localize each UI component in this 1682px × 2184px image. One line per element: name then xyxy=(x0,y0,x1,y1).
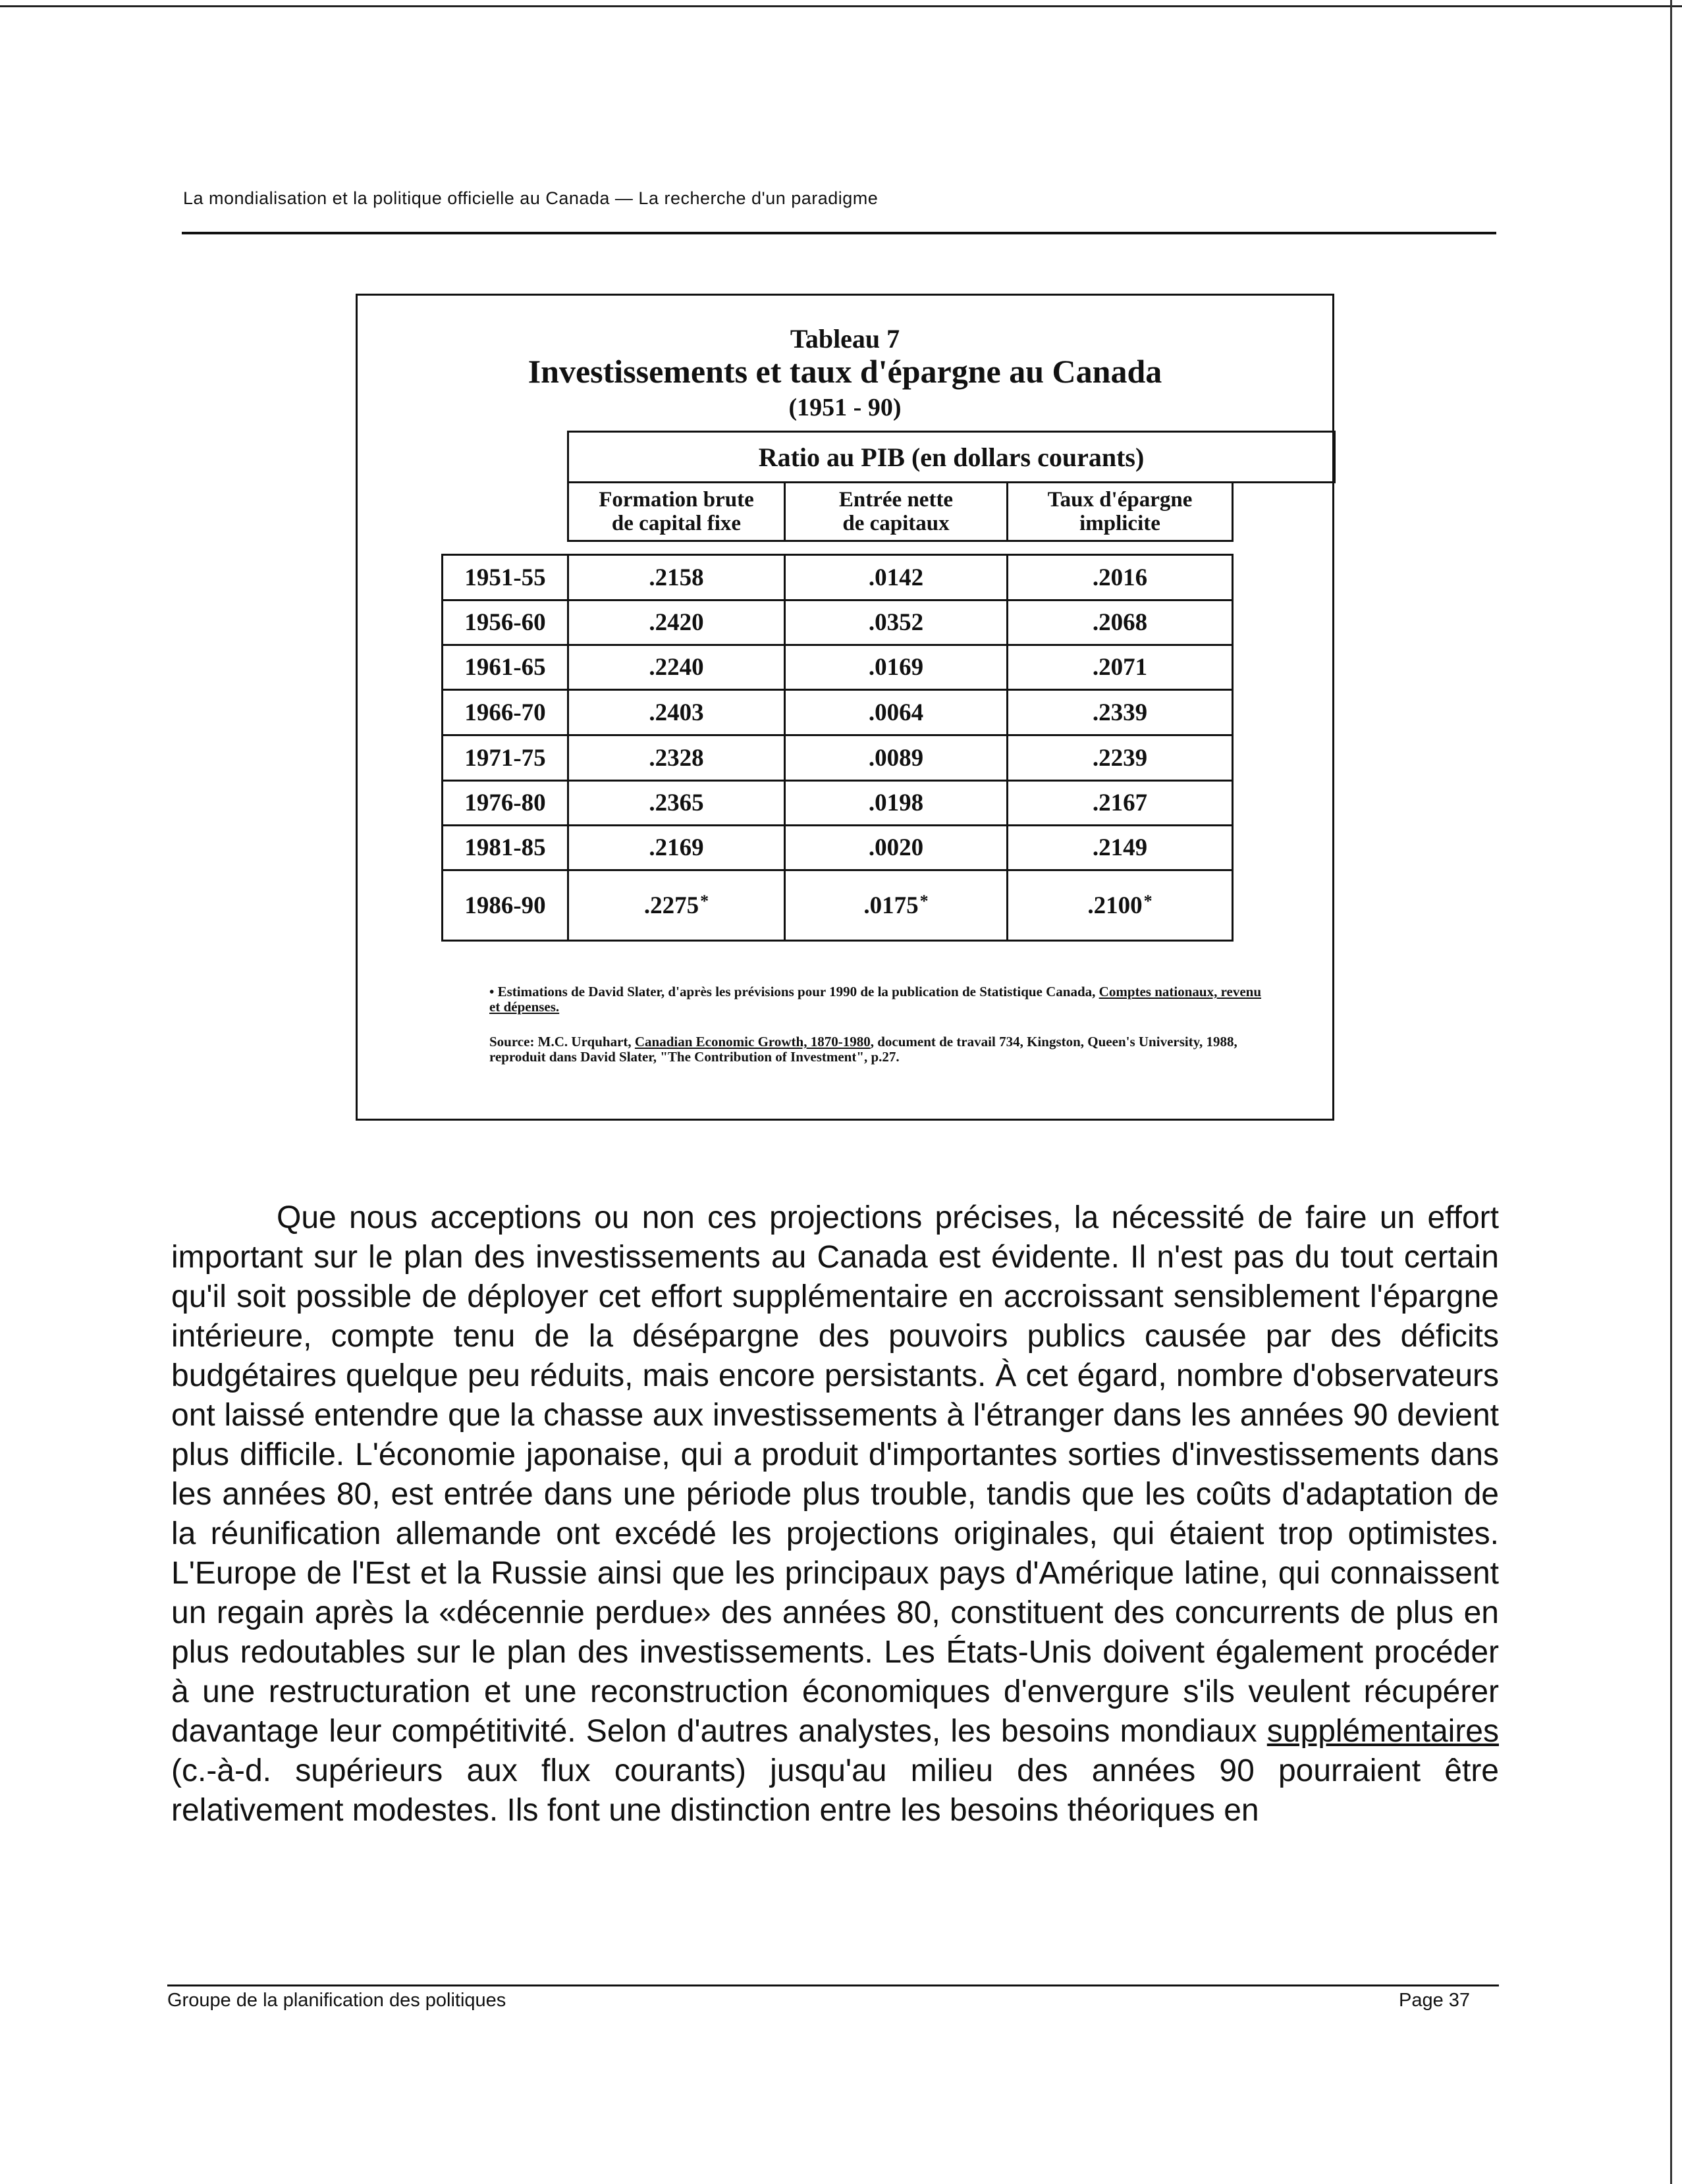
row-period-1986-90: 1986-90 xyxy=(441,869,569,942)
cell-value: .2365 xyxy=(649,789,704,816)
table-cell xyxy=(1006,869,1234,942)
cell-value: .0089 xyxy=(868,744,924,772)
asterisk-mark: * xyxy=(1143,892,1153,911)
header-rule xyxy=(182,232,1496,234)
table-cell xyxy=(567,780,786,826)
table-cell xyxy=(784,780,1008,826)
cell-value: .2403 xyxy=(649,699,704,726)
table-title: Investissements et taux d'épargne au Canada xyxy=(528,353,1162,390)
cell-value: .0169 xyxy=(868,654,924,681)
cell-value: .2275 xyxy=(643,892,699,919)
cell-value: .2016 xyxy=(1092,564,1148,591)
cell-value: .2158 xyxy=(649,564,704,591)
row-period-1951-55: 1951-55 xyxy=(441,554,569,601)
cell-value: .0142 xyxy=(868,564,924,591)
table-cell xyxy=(567,869,786,942)
table-cell xyxy=(784,599,1008,646)
table-cell xyxy=(1006,824,1234,871)
table-cell xyxy=(567,734,786,782)
row-period-1981-85: 1981-85 xyxy=(441,824,569,871)
cell-value: .2149 xyxy=(1092,834,1148,861)
cell-value: .0352 xyxy=(868,609,924,636)
table-cell xyxy=(1006,689,1234,736)
cell-value: .2339 xyxy=(1092,699,1148,726)
table-footnote: • Estimations de David Slater, d'après les prévisions pour 1990 de la publication de Statistique Canada, Comptes nationaux, revenu et dépenses. xyxy=(489,984,1262,1015)
cell-value: .2068 xyxy=(1092,609,1148,636)
table-cell xyxy=(567,824,786,871)
table-cell xyxy=(1006,644,1234,691)
row-period-1976-80: 1976-80 xyxy=(441,780,569,826)
table-cell xyxy=(1006,734,1234,782)
cell-value: .0175 xyxy=(863,892,919,919)
cell-value: .0020 xyxy=(868,834,924,861)
cell-value: .0064 xyxy=(868,699,924,726)
column-header-entree-nette: Entrée nette de capitaux xyxy=(784,481,1008,542)
table-label: Tableau 7 xyxy=(790,324,900,354)
cell-value: .2328 xyxy=(649,744,704,772)
column-header-formation-brute: Formation brute de capital fixe xyxy=(567,481,786,542)
table-period: (1951 - 90) xyxy=(788,394,902,421)
top-border-line xyxy=(0,5,1682,7)
cell-value: .2167 xyxy=(1092,789,1148,816)
column-header-taux-epargne: Taux d'épargne implicite xyxy=(1006,481,1234,542)
cell-value: .0198 xyxy=(868,789,924,816)
cell-value: .2169 xyxy=(649,834,704,861)
table-cell xyxy=(784,869,1008,942)
emphasis-supplementaires: supplémentaires xyxy=(1266,1714,1499,1749)
table-cell xyxy=(1006,599,1234,646)
table-cell xyxy=(784,644,1008,691)
table-cell xyxy=(567,554,786,601)
page-number: Page 37 xyxy=(1399,1990,1471,2011)
table-cell xyxy=(567,644,786,691)
cell-value: .2240 xyxy=(649,654,704,681)
table-cell xyxy=(567,599,786,646)
body-paragraph: Que nous acceptions ou non ces projections précises, la nécessité de faire un effort important sur le plan des investissements au Canada est évidente. Il n'est pas du tout certain qu'il soit possible de déployer cet effort supplémentaire en accroissant sensiblement l'épargne intérieure, compte tenu de la désépargne des pouvoirs publics causée par des déficits budgétaires quelque peu réduits, mais encore persistants. À cet égard, nombre d'observateurs ont laissé entendre que la chasse aux investissements à l'étranger dans les années 90 devient plus difficile. L'économie japonaise, qui a produit d'importantes sorties d'investissements dans les années 80, est entrée dans une période plus trouble, tandis que les coûts d'adaptation de la réunification allemande ont excédé les projections originales, qui étaient trop optimistes. L'Europe de l'Est et la Russie ainsi que les principaux pays d'Amérique latine, qui connaissent un regain après la «décennie perdue» des années 80, constituent des concurrents de plus en plus redoutables sur le plan des investissements. Les États-Unis doivent également procéder à une restructuration et une reconstruction économiques d'envergure s'ils veulent récupérer davantage leur compétitivité. Selon d'autres analystes, les besoins mondiaux supplémentaires (c.-à-d. supérieurs aux flux courants) jusqu'au milieu des années 90 pourraient être relativement modestes. Ils font une distinction entre les besoins théoriques en xyxy=(171,1200,1499,1828)
row-period-1966-70: 1966-70 xyxy=(441,689,569,736)
table-cell xyxy=(784,824,1008,871)
row-period-1961-65: 1961-65 xyxy=(441,644,569,691)
cell-value: .2100 xyxy=(1087,892,1143,919)
cell-value: .2239 xyxy=(1092,744,1148,772)
right-border-line xyxy=(1670,0,1672,2184)
row-period-1956-60: 1956-60 xyxy=(441,599,569,646)
table-cell xyxy=(784,554,1008,601)
running-header: La mondialisation et la politique officielle au Canada — La recherche d'un paradigme xyxy=(183,188,879,208)
table-cell xyxy=(784,734,1008,782)
footer-organization: Groupe de la planification des politiques xyxy=(167,1990,506,2011)
asterisk-mark: * xyxy=(919,892,929,911)
table-7 xyxy=(356,294,1334,1121)
asterisk-mark: * xyxy=(700,892,709,911)
footer-rule xyxy=(167,1984,1499,1986)
table-cell xyxy=(784,689,1008,736)
table-source: Source: M.C. Urquhart, Canadian Economic Growth, 1870-1980, document de travail 734, Kingston, Queen's University, 1988, reproduit dans David Slater, "The Contribution of Investment", p.27. xyxy=(489,1034,1237,1065)
cell-value: .2071 xyxy=(1092,654,1148,681)
cell-value: .2420 xyxy=(649,609,704,636)
table-cell xyxy=(1006,780,1234,826)
row-period-1971-75: 1971-75 xyxy=(441,734,569,782)
table-cell xyxy=(1006,554,1234,601)
table-cell xyxy=(567,689,786,736)
table-group-header: Ratio au PIB (en dollars courants) xyxy=(567,431,1336,483)
